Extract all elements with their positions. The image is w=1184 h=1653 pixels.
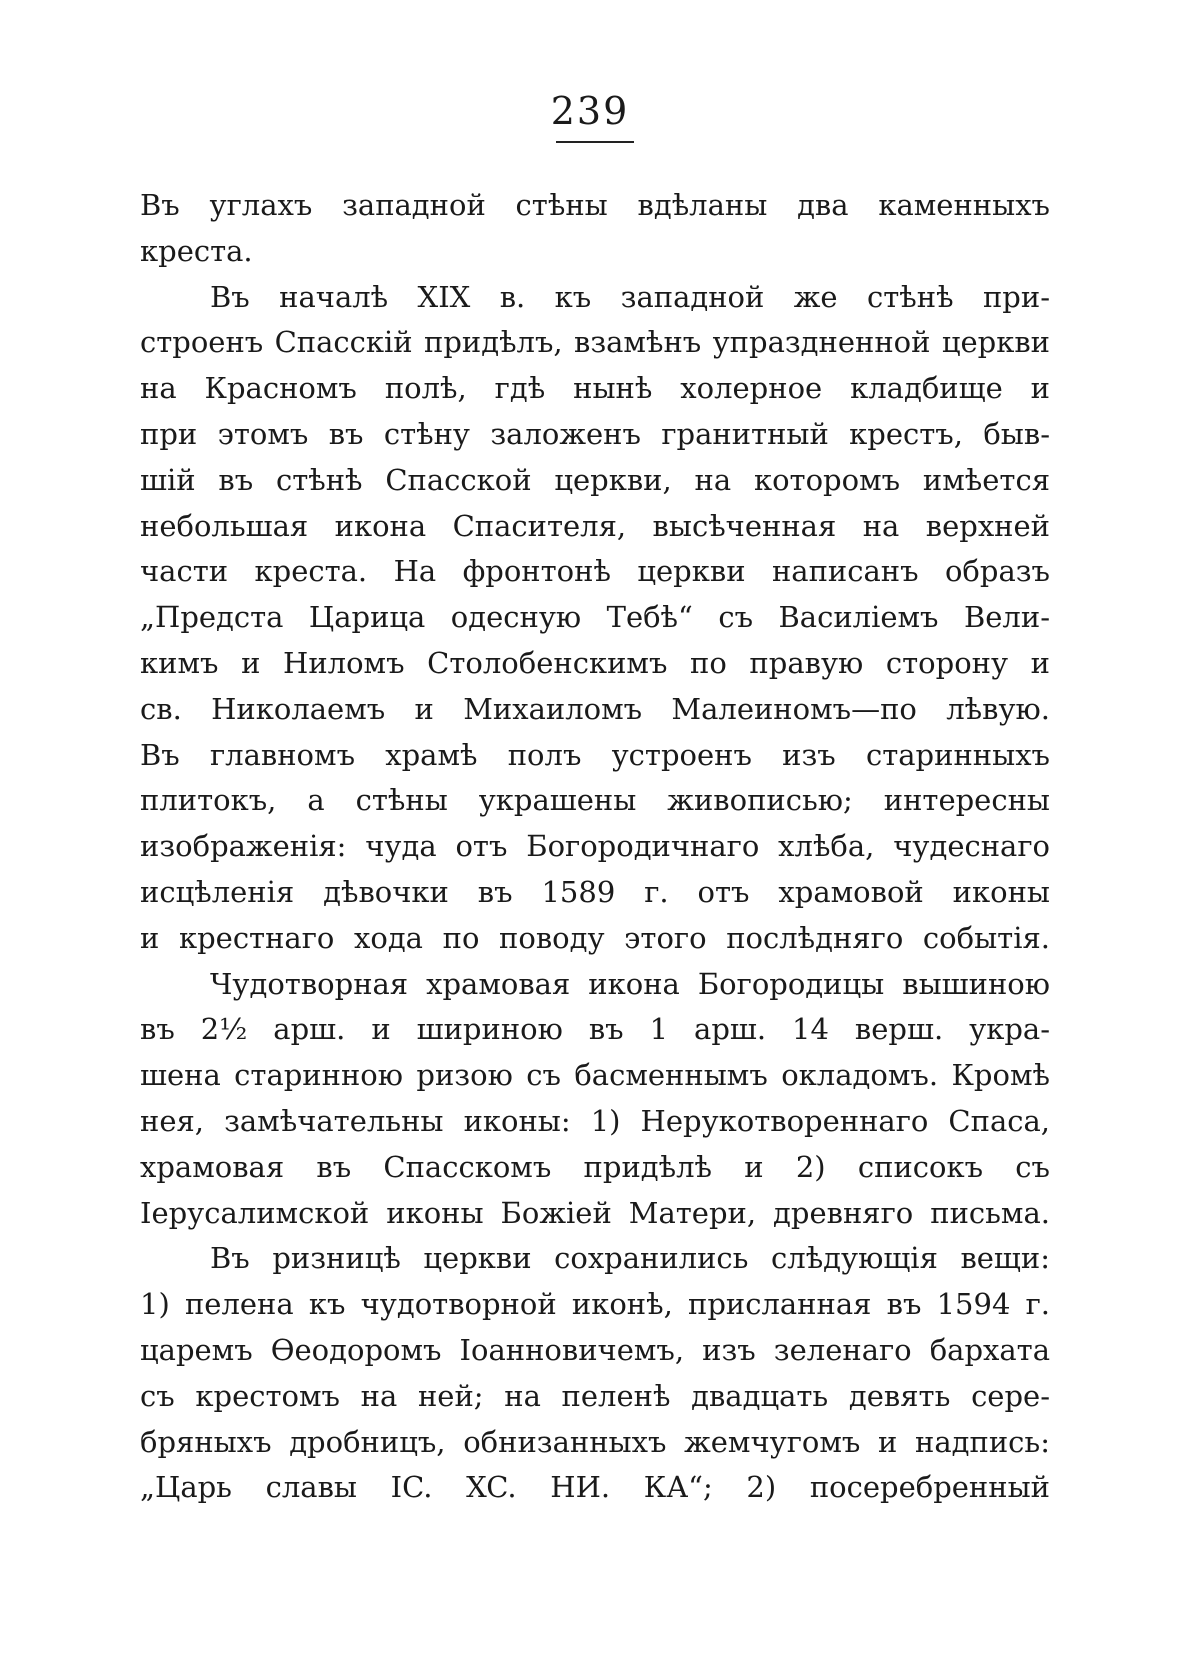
text-line: въ 2½ арш. и шириною въ 1 арш. 14 верш. укра- <box>140 1012 1050 1047</box>
text-line: Іерусалимской иконы Божіей Матери, древняго письма. <box>140 1195 1050 1230</box>
text-line: шій въ стѣнѣ Спасской церкви, на которомъ имѣется <box>140 462 1050 497</box>
text-line: „Предста Царица одесную Тебѣ“ съ Василіемъ Вели- <box>140 600 1050 635</box>
text-line: храмовая въ Спасскомъ придѣлѣ и 2) списокъ съ <box>140 1149 1050 1184</box>
text-line: царемъ Ѳеодоромъ Іоанновичемъ, изъ зеленаго бархата <box>140 1332 1050 1367</box>
text-line: бряныхъ дробницъ, обнизанныхъ жемчугомъ и надпись: <box>140 1424 1050 1459</box>
text-line: нея, замѣчательны иконы: 1) Нерукотвореннаго Спаса, <box>140 1103 1050 1138</box>
text-line: Въ углахъ западной стѣны вдѣланы два каменныхъ <box>140 188 1050 222</box>
text-line: Въ началѣ XIX в. къ западной же стѣнѣ при- <box>210 279 1050 314</box>
text-line: строенъ Спасскій придѣлъ, взамѣнъ упраздненной церкви <box>140 325 1050 360</box>
text-line: „Царь славы IC. XC. НИ. КА“; 2) посеребренный <box>140 1470 1050 1505</box>
text-line: Въ ризницѣ церкви сохранились слѣдующія вещи: <box>210 1241 1050 1276</box>
text-line: св. Николаемъ и Михаиломъ Малеиномъ—по лѣвую. <box>140 691 1050 726</box>
text-line: съ крестомъ на ней; на пеленѣ двадцать девять сере- <box>140 1378 1050 1413</box>
text-line: 1) пелена къ чудотворной иконѣ, присланная въ 1594 г. <box>140 1287 1050 1322</box>
text-line: части креста. На фронтонѣ церкви написанъ образъ <box>140 554 1050 589</box>
text-line: плитокъ, а стѣны украшены живописью; интересны <box>140 783 1050 818</box>
text-line: Чудотворная храмовая икона Богородицы вышиною <box>210 966 1050 1001</box>
page-number: 239 <box>550 89 630 133</box>
text-line: исцѣленія дѣвочки въ 1589 г. отъ храмовой иконы <box>140 874 1050 909</box>
page-number-rule <box>556 141 634 143</box>
text-line: Въ главномъ храмѣ полъ устроенъ изъ старинныхъ <box>140 737 1050 772</box>
text-line: креста. <box>140 233 253 268</box>
text-line: небольшая икона Спасителя, высѣченная на верхней <box>140 508 1050 543</box>
text-line: изображенія: чуда отъ Богородичнаго хлѣба, чудеснаго <box>140 829 1050 864</box>
text-line: шена старинною ризою съ басменнымъ окладомъ. Кромѣ <box>140 1058 1050 1093</box>
text-line: на Красномъ полѣ, гдѣ нынѣ холерное кладбище и <box>140 371 1050 406</box>
text-line: кимъ и Ниломъ Столобенскимъ по правую сторону и <box>140 645 1050 680</box>
text-line: и крестнаго хода по поводу этого послѣдняго событія. <box>140 920 1050 955</box>
body-text <box>140 183 1050 1511</box>
text-line: при этомъ въ стѣну заложенъ гранитный крестъ, быв- <box>140 416 1050 451</box>
